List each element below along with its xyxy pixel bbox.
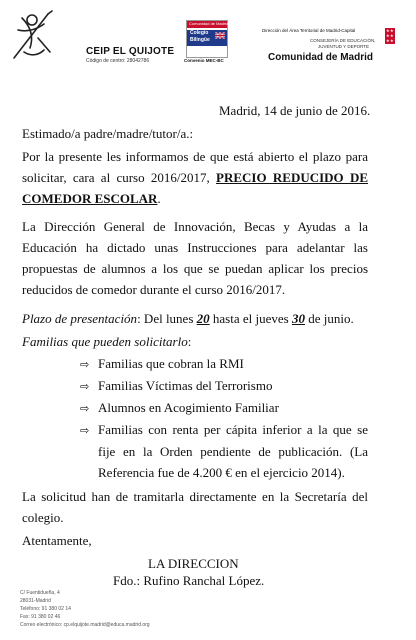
item4-line-3: Referencia fue de 4.200 € en el ejercicio 2014). — [98, 465, 345, 480]
plazo-start-day: 20 — [196, 311, 210, 326]
footer-city: 28031-Madrid — [20, 598, 51, 604]
footer-address: C/ Fuentidueña, 4 — [20, 590, 60, 596]
para2-line-1: La Dirección General de Innovación, Becas y Ayudas a la — [22, 219, 368, 234]
intro-line-1: Por la presente les informamos de que está abierto el plazo para — [22, 149, 368, 164]
solicitud-paragraph — [22, 486, 368, 528]
signer-title: LA DIRECCION — [148, 556, 239, 571]
bilingue-line1: Colegio — [190, 30, 209, 36]
intro-line-3: COMEDOR ESCOLAR. — [22, 191, 161, 206]
list-item: ⇨ Familias que cobran la RMI — [80, 353, 244, 375]
solicitud-line-2: colegio. — [22, 510, 64, 525]
comedor-escolar-highlight: COMEDOR ESCOLAR — [22, 191, 158, 206]
bilingue-line2: Bilingüe — [190, 37, 210, 43]
bilingue-top-text: Comunidad de Madrid — [189, 21, 229, 26]
para2-line-2: Educación ha dictado unas Instrucciones para adelantar las — [22, 240, 368, 255]
arrow-right-icon: ⇨ — [80, 402, 90, 415]
closing: Atentamente, — [22, 533, 92, 548]
colegio-bilingue-logo — [186, 20, 228, 58]
precio-reducido-highlight: PRECIO REDUCIDO DE — [216, 170, 369, 185]
school-name: CEIP EL QUIJOTE — [86, 46, 175, 57]
direccion-general-paragraph — [22, 216, 368, 300]
region-name: Comunidad de Madrid — [268, 52, 373, 63]
para2-line-3: propuestas de alumnos a los que se puedan aplicar los precios — [22, 261, 368, 276]
plazo-presentacion: Plazo de presentación: Del lunes 20 hasta el jueves 30 de junio. — [22, 311, 354, 326]
uk-flag-icon — [215, 32, 225, 39]
plazo-end-day: 30 — [291, 311, 305, 326]
consejeria-line: CONSEJERÍA DE EDUCACIÓN, — [310, 38, 376, 43]
arrow-right-icon: ⇨ — [80, 424, 90, 437]
footer-email: Correo electrónico: cp.elquijote.madrid@educa.madrid.org — [20, 622, 150, 628]
direccion-area: Dirección del Área Territorial de Madrid-Capital — [262, 28, 356, 33]
item4-line-1: ⇨ Familias con renta per cápita inferior a la que se — [80, 419, 368, 441]
arrow-right-icon: ⇨ — [80, 380, 90, 393]
letter-date: Madrid, 14 de junio de 2016. — [219, 103, 371, 118]
familias-heading: Familias que pueden solicitarlo: — [22, 334, 192, 349]
arrow-right-icon: ⇨ — [80, 358, 90, 371]
intro-line-2: solicitar, cara al curso 2016/2017, PRECIO REDUCIDO DE — [22, 170, 369, 185]
quijote-logo — [8, 8, 56, 64]
solicitud-line-1: La solicitud han de tramitarla directamente en la Secretaría del — [22, 489, 368, 504]
madrid-stars-icon: ★ ★ ★ ★ ★ ★ — [386, 28, 394, 43]
school-code: Código de centro: 28042786 — [86, 58, 150, 64]
list-item: ⇨ Alumnos en Acogimiento Familiar — [80, 397, 279, 419]
footer-fax: Fax: 91 380 02 46 — [20, 614, 61, 620]
signer-name: Fdo.: Rufino Ranchal López. — [113, 573, 265, 588]
juventud-line: JUVENTUD Y DEPORTE — [318, 44, 370, 49]
footer-phone: Teléfono: 91 380 02 14 — [20, 606, 71, 612]
list-item — [80, 419, 368, 483]
bilingue-caption: Convenio MEC-BC — [184, 58, 224, 63]
list-item: ⇨ Familias Víctimas del Terrorismo — [80, 375, 272, 397]
item4-line-2: fije en la Orden pendiente de publicación. (La — [98, 444, 368, 459]
para2-line-4: reducidos de comedor durante el curso 2016/2017. — [22, 282, 286, 297]
plazo-label: Plazo de presentación — [22, 311, 138, 326]
salutation: Estimado/a padre/madre/tutor/a.: — [22, 126, 194, 141]
intro-paragraph — [22, 146, 368, 209]
